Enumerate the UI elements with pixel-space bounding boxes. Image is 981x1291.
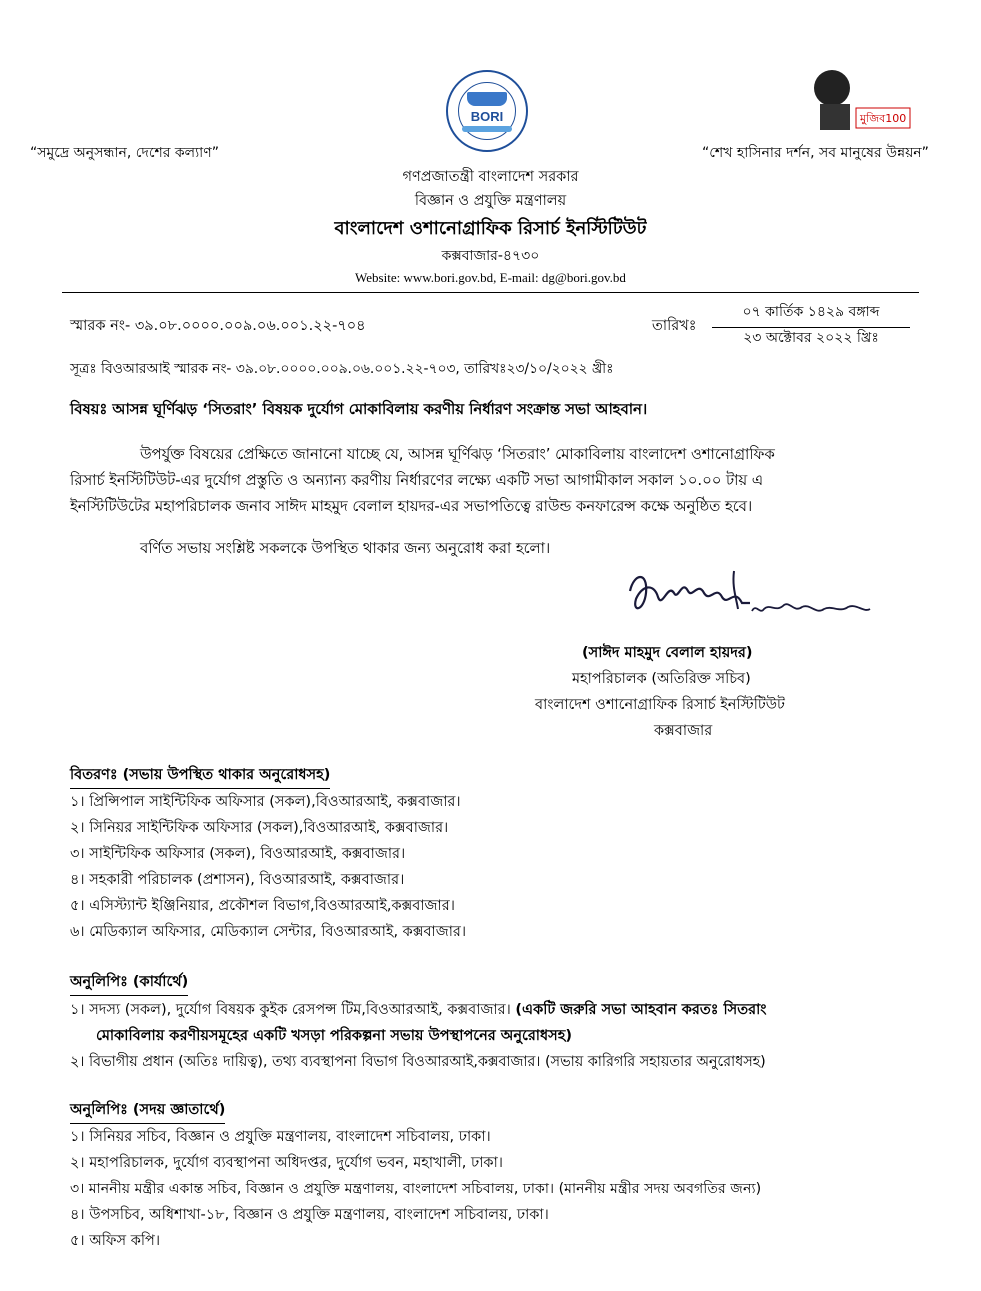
institute-name: বাংলাদেশ ওশানোগ্রাফিক রিসার্চ ইনস্টিটিউট (334, 218, 647, 239)
copy-action-heading: অনুলিপিঃ (কার্যার্থে) (70, 971, 188, 996)
date-bangla: ০৭ কার্তিক ১৪২৯ বঙ্গাব্দ (712, 300, 910, 328)
copy-action-item-text: ১। সদস্য (সকল), দুর্যোগ বিষয়ক কুইক রেসপন্স টিম,বিওআরআই, কক্সবাজার। (70, 1002, 511, 1018)
logo-text: BORI (470, 109, 504, 124)
signatory-designation: মহাপরিচালক (অতিরিক্ত সচিব) (572, 671, 751, 687)
subject-line: বিষয়ঃ আসন্ন ঘূর্ণিঝড় ‘সিতরাং’ বিষয়ক দুর্যোগ মোকাবিলায় করণীয় নির্ধারণ সংক্রান্ত সভা আহবান। (70, 401, 648, 418)
body-paragraph-line: ইনস্টিটিউটের মহাপরিচালক জনাব সাঈদ মাহমুদ বেলাল হায়দর-এর সভাপতিত্বে রাউন্ড কনফারেন্স কক্ষে অনুষ্ঠিত হবে। (70, 498, 753, 515)
reference-line: সূত্রঃ বিওআরআই স্মারক নং- ৩৯.০৮.০০০০.০০৯.০৬.০০১.২২-৭০৩, তারিখঃ২৩/১০/২০২২ খ্রীঃ (70, 361, 614, 377)
government-name: গণপ্রজাতন্ত্রী বাংলাদেশ সরকার (402, 169, 579, 185)
list-item: ২। সিনিয়র সাইন্টিফিক অফিসার (সকল),বিওআরআই, কক্সবাজার। (70, 820, 449, 836)
mujib-logo-text: মুজিব100 (860, 112, 907, 125)
list-item (70, 999, 767, 1023)
copy-action-item-note: (একটি জরুরি সভা আহবান করতঃ সিতরাং (515, 1002, 767, 1018)
body-paragraph-line: রিসার্চ ইনস্টিটিউট-এর দুর্যোগ প্রস্তুতি ও অন্যান্য করণীয় নির্ধারণের লক্ষ্যে একটি সভা আগামীকাল সকাল ১০.০০ টায় এ (70, 472, 764, 489)
list-item: ৫। এসিস্ট্যান্ট ইঞ্জিনিয়ার, প্রকৌশল বিভাগ,বিওআরআই,কক্সবাজার। (70, 898, 455, 914)
list-item: ১। প্রিন্সিপাল সাইন্টিফিক অফিসার (সকল),বিওআরআই, কক্সবাজার। (70, 794, 461, 810)
distribution-heading: বিতরণঃ (সভায় উপস্থিত থাকার অনুরোধসহ) (70, 764, 330, 789)
left-motto: “সমুদ্রে অনুসন্ধান, দেশের কল্যাণ” (30, 145, 219, 161)
date-label: তারিখঃ (652, 318, 697, 334)
ship-icon (467, 92, 507, 106)
copy-action-item-note-cont: মোকাবিলায় করণীয়সমূহের একটি খসড়া পরিকল্পনা সভায় উপস্থাপনের অনুরোধসহ) (96, 1028, 572, 1044)
header-divider (62, 292, 919, 293)
list-item: ৪। সহকারী পরিচালক (প্রশাসন), বিওআরআই, কক্সবাজার। (70, 872, 405, 888)
list-item: ২। বিভাগীয় প্রধান (অতিঃ দায়িত্ব), তথ্য ব্যবস্থাপনা বিভাগ বিওআরআই,কক্সবাজার। (সভায় কারিগরি সহায়তার অনুরোধসহ) (70, 1054, 766, 1070)
list-item: ৫। অফিস কপি। (70, 1233, 161, 1249)
list-item: ৩। সাইন্টিফিক অফিসার (সকল), বিওআরআই, কক্সবাজার। (70, 846, 406, 862)
signatory-name: (সাঈদ মাহমুদ বেলাল হায়দর) (582, 645, 753, 661)
date-english: ২৩ অক্টোবর ২০২২ খ্রিঃ (743, 330, 879, 346)
signature-image (624, 563, 884, 643)
list-item: ৬। মেডিক্যাল অফিসার, মেডিক্যাল সেন্টার, বিওআরআই, কক্সবাজার। (70, 924, 467, 940)
copy-info-heading: অনুলিপিঃ (সদয় জ্ঞাতার্থে) (70, 1099, 225, 1124)
right-motto: “শেখ হাসিনার দর্শন, সব মানুষের উন্নয়ন” (702, 145, 929, 161)
list-item: ২। মহাপরিচালক, দুর্যোগ ব্যবস্থাপনা অধিদপ্তর, দুর্যোগ ভবন, মহাখালী, ঢাকা। (70, 1155, 503, 1171)
body-paragraph-line: উপর্যুক্ত বিষয়ের প্রেক্ষিতে জানানো যাচ্ছে যে, আসন্ন ঘূর্ণিঝড় ‘সিতরাং’ মোকাবিলায় বাংলাদেশ ওশানোগ্রাফিক (140, 446, 775, 463)
list-item: ১। সিনিয়র সচিব, বিজ্ঞান ও প্রযুক্তি মন্ত্রণালয়, বাংলাদেশ সচিবালয়, ঢাকা। (70, 1129, 491, 1145)
mujib-100-logo (800, 66, 912, 132)
wave-icon (462, 126, 512, 132)
list-item: ৪। উপসচিব, অধিশাখা-১৮, বিজ্ঞান ও প্রযুক্তি মন্ত্রণালয়, বাংলাদেশ সচিবালয়, ঢাকা। (70, 1207, 549, 1223)
contact-info: Website: www.bori.gov.bd, E-mail: dg@bori.gov.bd (355, 270, 626, 285)
list-item: ৩। মাননীয় মন্ত্রীর একান্ত সচিব, বিজ্ঞান ও প্রযুক্তি মন্ত্রণালয়, বাংলাদেশ সচিবালয়, ঢাকা। (মাননীয় মন্ত্রীর সদয় অবগতির জন্য) (70, 1181, 762, 1197)
institute-city: কক্সবাজার-৪৭৩০ (441, 248, 540, 264)
memo-number: স্মারক নং- ৩৯.০৮.০০০০.০০৯.০৬.০০১.২২-৭০৪ (70, 318, 366, 334)
signatory-org: বাংলাদেশ ওশানোগ্রাফিক রিসার্চ ইনস্টিটিউট (535, 697, 785, 713)
bori-logo (446, 70, 528, 152)
request-paragraph: বর্ণিত সভায় সংশ্লিষ্ট সকলকে উপস্থিত থাকার জন্য অনুরোধ করা হলো। (140, 540, 551, 557)
signatory-place: কক্সবাজার (654, 723, 713, 739)
ministry-name: বিজ্ঞান ও প্রযুক্তি মন্ত্রণালয় (414, 193, 567, 209)
